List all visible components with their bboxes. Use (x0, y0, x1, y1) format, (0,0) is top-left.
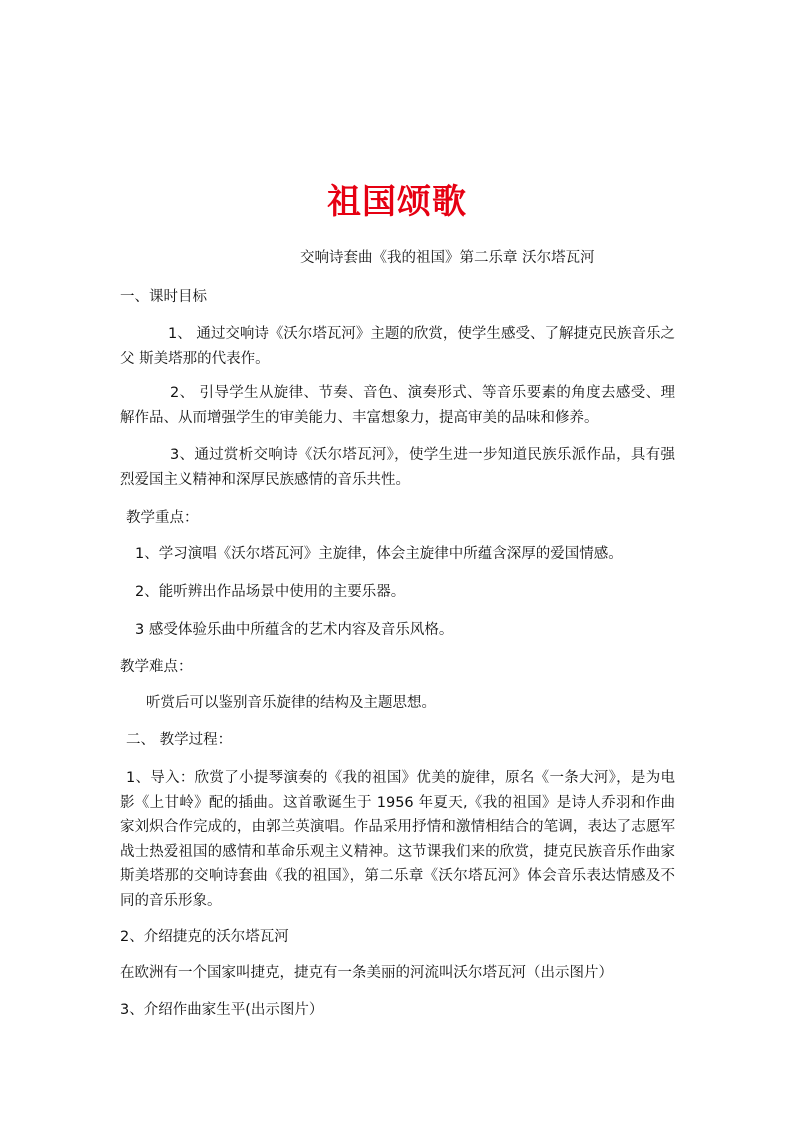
process-2-text: 在欧洲有一个国家叫捷克，捷克有一条美丽的河流叫沃尔塔瓦河（出示图片） (120, 965, 613, 981)
process-3-heading: 3、介绍作曲家生平(出示图片） (120, 1002, 324, 1018)
document-subtitle: 交响诗套曲《我的祖国》第二乐章 沃尔塔瓦河 (300, 250, 595, 266)
process-2-heading: 2、介绍捷克的沃尔塔瓦河 (120, 929, 289, 945)
section2-heading: 二、 教学过程： (126, 732, 233, 748)
difficulty-point-1: 听赏后可以鉴别音乐旋律的结构及主题思想。 (146, 695, 436, 711)
key-points-heading: 教学重点： (126, 510, 199, 526)
difficulty-heading: 教学难点： (120, 659, 193, 675)
goal-1-paragraph: 1、 通过交响诗《沃尔塔瓦河》主题的欣赏，使学生感受、了解捷克民族音乐之父 斯美塔那的代表作。 (120, 326, 675, 367)
document-title: 祖国颂歌 (327, 182, 467, 222)
section1-heading: 一、课时目标 (120, 289, 207, 305)
key-point-1: 1、学习演唱《沃尔塔瓦河》主旋律，体会主旋律中所蕴含深厚的爱国情感。 (135, 546, 623, 562)
key-point-2: 2、能听辨出作品场景中使用的主要乐器。 (135, 584, 406, 600)
process-1-paragraph: 1、导入：欣赏了小提琴演奏的《我的祖国》优美的旋律，原名《一条大河》，是为电影《上甘岭》配的插曲。这首歌诞生于 1956 年夏天,《我的祖国》是诗人乔羽和作曲家刘炽合作完成的，由郭兰英演唱。作品采用抒情和激情相结合的笔调，表达了志愿军战士热爱祖国的感情和革命乐观主义精神。这节课我们来的欣赏，捷克民族音乐作曲家斯美塔那的交响诗套曲《我的祖国》，第二乐章《沃尔塔瓦河》体会音乐表达情感及不同的音乐形象。 (120, 770, 675, 909)
goal-2-paragraph: 2、 引导学生从旋律、节奏、音色、演奏形式、等音乐要素的角度去感受、理解作品、从而增强学生的审美能力、丰富想象力，提高审美的品味和修养。 (120, 385, 675, 426)
goal-3-paragraph: 3、通过赏析交响诗《沃尔塔瓦河》，使学生进一步知道民族乐派作品，具有强烈爱国主义精神和深厚民族感情的音乐共性。 (120, 447, 675, 488)
key-point-3: 3 感受体验乐曲中所蕴含的艺术内容及音乐风格。 (135, 622, 454, 638)
